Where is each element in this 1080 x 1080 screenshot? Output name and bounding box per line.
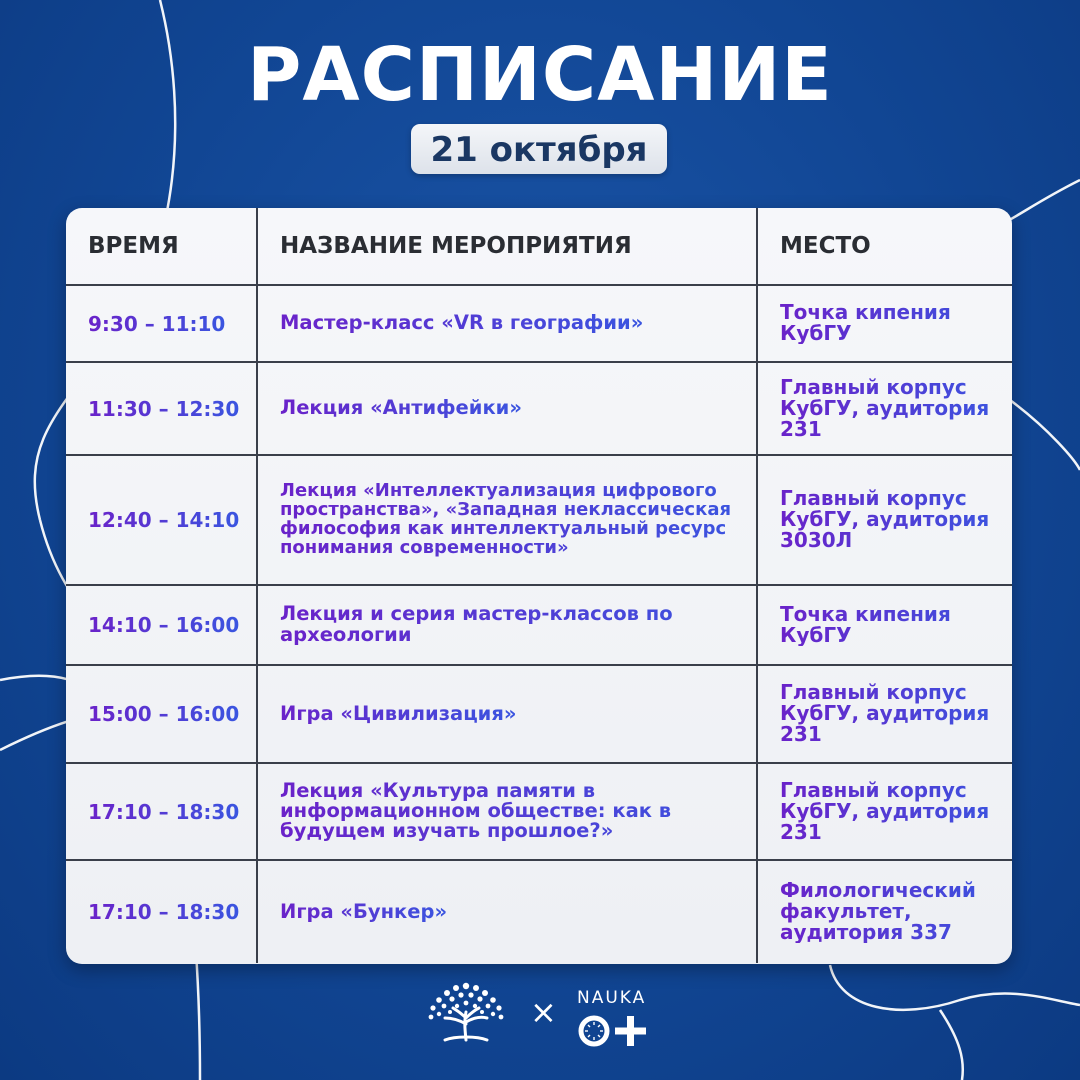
time-cell (66, 362, 257, 455)
place-text: Точка кипения КубГУ (780, 604, 1002, 646)
event-cell (257, 362, 757, 455)
page-title: РАСПИСАНИЕ (247, 32, 833, 118)
table-header-row (66, 208, 1012, 285)
event-text: Мастер-класс «VR в географии» (280, 311, 644, 334)
time-text: 17:10 – 18:30 (88, 900, 240, 924)
time-text: 15:00 – 16:00 (88, 702, 240, 726)
event-text: Игра «Бункер» (280, 899, 448, 923)
place-cell (757, 585, 1012, 665)
place-text: Точка кипения КубГУ (780, 302, 1002, 344)
place-cell (757, 860, 1012, 963)
event-text: Лекция «Культура памяти в информационном обществе: как в будущем изучать прошлое?» (280, 781, 746, 842)
place-cell (757, 665, 1012, 763)
event-text: Игра «Цивилизация» (280, 701, 517, 725)
time-text: 17:10 – 18:30 (88, 799, 240, 824)
event-cell (257, 455, 757, 585)
schedule-table (66, 208, 1012, 964)
nauka-zero-plus-logo (577, 1014, 659, 1048)
time-text: 14:10 – 16:00 (88, 613, 240, 637)
partner-label: NAUKA (577, 988, 647, 1008)
table-row (66, 585, 1012, 665)
event-cell (257, 665, 757, 763)
place-text: Главный корпус КубГУ, аудитория 231 (780, 682, 1002, 745)
column-header-place: МЕСТО (757, 208, 1012, 285)
event-cell (257, 285, 757, 362)
date-badge: 21 октября (411, 124, 667, 174)
place-text: Филологический факультет, аудитория 337 (780, 880, 1002, 943)
event-cell (257, 585, 757, 665)
table-row (66, 455, 1012, 585)
place-cell (757, 362, 1012, 455)
event-text: Лекция «Антифейки» (280, 396, 522, 419)
table-row (66, 362, 1012, 455)
column-header-time: ВРЕМЯ (66, 208, 257, 285)
table-row (66, 285, 1012, 362)
event-text: Лекция «Интеллектуализация цифрового пространства», «Западная неклассическая философия как интеллектуальный ресурс понимания современности» (280, 482, 746, 558)
place-cell (757, 455, 1012, 585)
place-cell (757, 763, 1012, 860)
event-text: Лекция и серия мастер-классов по археологии (280, 604, 746, 645)
place-text: Главный корпус КубГУ, аудитория 3030Л (780, 488, 1002, 551)
event-cell (257, 860, 757, 963)
table-row (66, 860, 1012, 963)
separator-cross: × (530, 993, 557, 1031)
time-cell (66, 665, 257, 763)
place-text: Главный корпус КубГУ, аудитория 231 (780, 780, 1002, 843)
tree-icon (423, 978, 509, 1048)
time-cell (66, 763, 257, 860)
time-cell (66, 455, 257, 585)
time-cell (66, 860, 257, 963)
time-text: 12:40 – 14:10 (88, 508, 240, 532)
time-text: 9:30 – 11:10 (88, 311, 226, 336)
table-row (66, 763, 1012, 860)
footer-logos (420, 978, 660, 1050)
time-cell (66, 585, 257, 665)
place-text: Главный корпус КубГУ, аудитория 231 (780, 377, 1002, 440)
time-text: 11:30 – 12:30 (88, 396, 240, 421)
time-cell (66, 285, 257, 362)
table-row (66, 665, 1012, 763)
column-header-event: НАЗВАНИЕ МЕРОПРИЯТИЯ (257, 208, 757, 285)
place-cell (757, 285, 1012, 362)
event-cell (257, 763, 757, 860)
